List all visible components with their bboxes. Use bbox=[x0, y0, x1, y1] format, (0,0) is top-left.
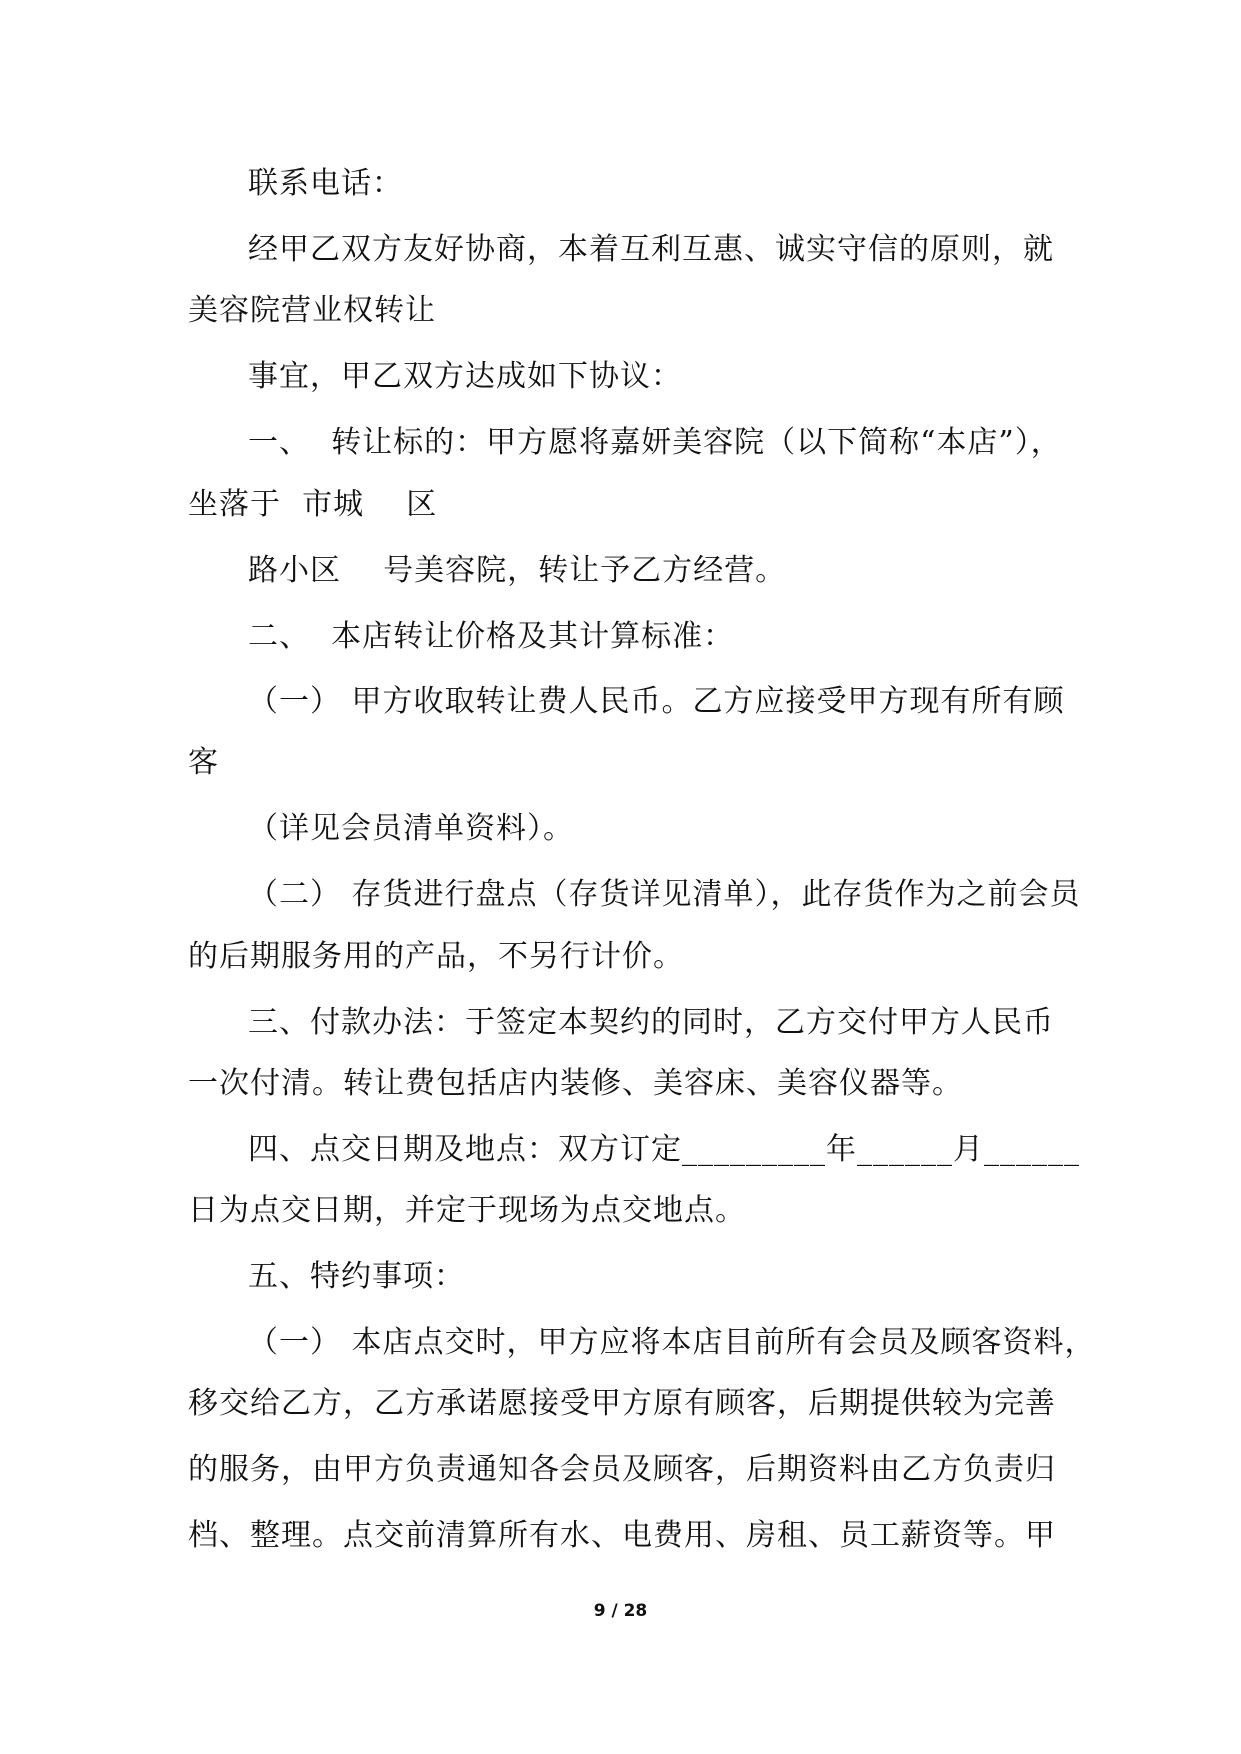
text-line: 坐落于 市城 区 bbox=[188, 487, 438, 522]
text-line: 事宜，甲乙双方达成如下协议： bbox=[248, 359, 682, 394]
text-line: 日为点交日期，并定于现场为点交地点。 bbox=[188, 1193, 746, 1228]
text-line: （一） 本店点交时，甲方应将本店目前所有会员及顾客资料， bbox=[248, 1325, 1096, 1360]
text-line: 的后期服务用的产品，不另行计价。 bbox=[188, 939, 684, 974]
text-line: （二） 存货进行盘点（存货详见清单），此存货作为之前会员 bbox=[248, 877, 1081, 912]
text-line: 四、点交日期及地点：双方订定_________年______月______ bbox=[248, 1132, 1080, 1167]
text-line: 美容院营业权转让 bbox=[188, 293, 436, 328]
text-line: 的服务，由甲方负责通知各会员及顾客，后期资料由乙方负责归 bbox=[188, 1452, 1056, 1487]
text-line: 路小区 号美容院，转让予乙方经营。 bbox=[248, 553, 787, 588]
page-number: 9 / 28 bbox=[593, 1601, 648, 1621]
text-line: 档、整理。点交前清算所有水、电费用、房租、员工薪资等。甲 bbox=[188, 1518, 1056, 1553]
text-line: （一） 甲方收取转让费人民币。乙方应接受甲方现有所有顾 bbox=[248, 684, 1065, 719]
text-line: 一、 转让标的：甲方愿将嘉妍美容院（以下简称“本店”）， bbox=[248, 425, 1062, 460]
text-line: 一次付清。转让费包括店内装修、美容床、美容仪器等。 bbox=[188, 1066, 963, 1101]
text-line: 移交给乙方，乙方承诺愿接受甲方原有顾客，后期提供较为完善 bbox=[188, 1386, 1056, 1421]
text-line: 经甲乙双方友好协商，本着互利互惠、诚实守信的原则，就 bbox=[248, 232, 1054, 267]
text-line: 五、特约事项： bbox=[248, 1259, 465, 1294]
text-line: 二、 本店转让价格及其计算标准： bbox=[248, 619, 735, 654]
text-line: （详见会员清单资料）。 bbox=[248, 811, 574, 846]
text-line: 客 bbox=[188, 745, 219, 780]
text-line: 三、付款办法：于签定本契约的同时，乙方交付甲方人民币 bbox=[248, 1005, 1054, 1040]
text-line: 联系电话： bbox=[248, 166, 403, 201]
